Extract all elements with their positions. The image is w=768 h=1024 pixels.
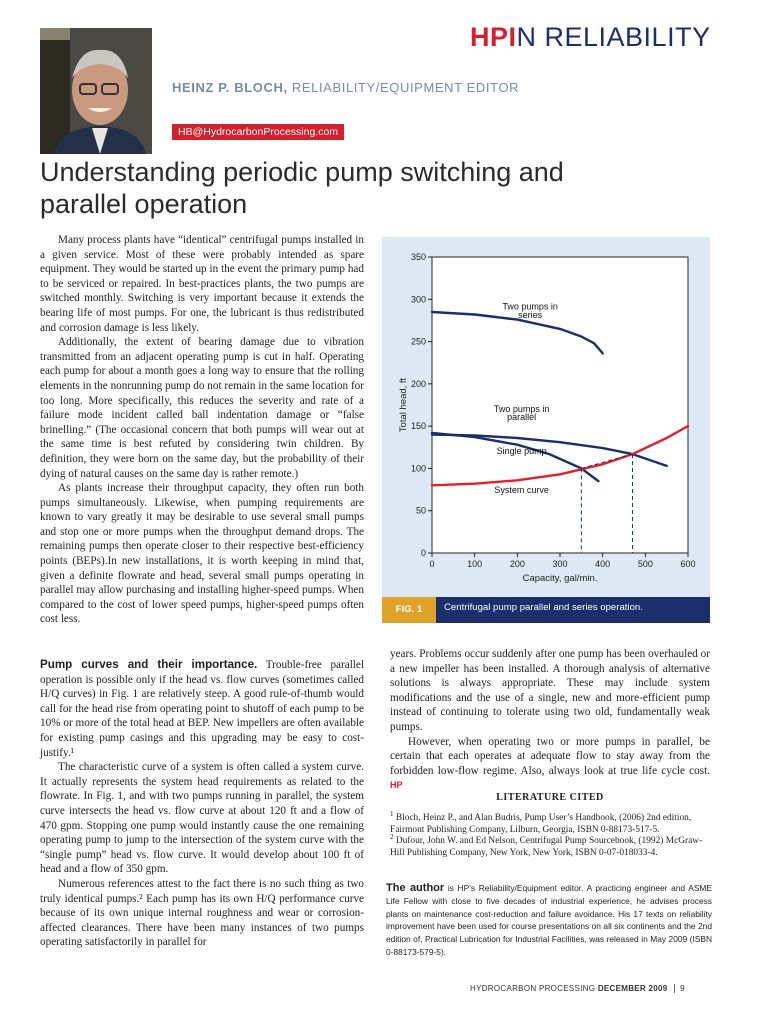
y-tick-label: 150 — [410, 421, 426, 432]
author-photo — [40, 28, 152, 154]
page-footer — [470, 984, 685, 993]
series-label: System curve — [494, 484, 549, 495]
body-left-bottom — [40, 658, 364, 950]
paragraph: The characteristic curve of a system is often called a system curve. It actually represents the system head requirements as related to the flowrate. In Fig. 1, and with two pumps running in parallel, the system curve intersects the head vs. flow curve at about 120 ft and a flow of 470 gpm. Stopping one pump would instantly cause the one remaining operating pump to jump to the intersection of the system curve with the “single pump” head vs. flow curve. It would develop about 100 ft of head and a flow of 350 gpm. — [40, 761, 364, 876]
author-bio-text: is HP’s Reliability/Equipment editor. A practicing engineer and ASME Life Fellow with close to five decades of industrial experience, he advises process plants on maintenance cost-reduction and failure avoidance. His 17 texts on reliability improvement have been used for course presentations on all six continents and the 2nd edition of, Practical Lubrication for Industrial Facilities, was released in May 2009 (ISBN 0-88173-579-5). — [386, 883, 712, 957]
y-tick-label: 200 — [410, 378, 426, 389]
reference-text: Bloch, Heinz P., and Alan Budris, Pump User’s Handbook, (2006) 2nd edition, Fairmont Publishing Company, Lilburn, Georgia, ISBN 0-88173-517-5. — [390, 813, 692, 836]
figure-caption: Centrifugal pump parallel and series operation. — [444, 602, 643, 613]
y-tick-label: 0 — [420, 548, 426, 558]
paragraph-text: Trouble-free parallel operation is possible only if the head vs. flow curves (sometimes called H/Q curves) in Fig. 1 are relatively steep. A good rule-of-thumb would call for the head rise from operating point to shutoff of each pump to be 10% or more of the total head at BEP. New impellers are often available for existing pump casings and this upgrading may be easy to cost-justify.¹ — [40, 659, 364, 759]
x-tick-label: 400 — [595, 559, 611, 569]
series-label: series — [518, 309, 543, 320]
email-link[interactable]: HB@HydrocarbonProcessing.com — [172, 124, 344, 140]
y-tick-label: 100 — [410, 463, 426, 474]
x-tick-label: 0 — [429, 559, 435, 569]
body-left-top — [40, 233, 364, 627]
x-tick-label: 100 — [467, 559, 483, 569]
y-tick-label: 250 — [410, 336, 426, 347]
figure-label: FIG. 1 — [382, 597, 436, 623]
reference-text: Dufour, John W. and Ed Nelson, Centrifugal Pump Sourcebook, (1992) McGraw-Hill Publishing Company, New York, New York, ISBN 0-07-018033-4. — [390, 836, 703, 859]
y-axis-label: Total head, ft — [398, 377, 409, 433]
footer-issue: DECEMBER 2009 — [597, 984, 668, 993]
author-bio — [386, 882, 712, 959]
y-tick-label: 300 — [410, 294, 426, 305]
footer-magazine: HYDROCARBON PROCESSING — [470, 984, 596, 993]
author-bio-lead: The author — [386, 882, 445, 894]
column-rest: N RELIABILITY — [516, 22, 711, 52]
series-label: parallel — [507, 412, 537, 423]
section-heading: Pump curves and their importance. — [40, 658, 258, 671]
series-label: Two pumps in — [493, 403, 550, 414]
article-title: Understanding periodic pump switching and parallel operation — [40, 157, 564, 219]
author-name: HEINZ P. BLOCH, — [172, 80, 288, 95]
x-axis-label: Capacity, gal/min. — [522, 573, 598, 584]
page-number: 9 — [674, 984, 685, 993]
x-tick-label: 200 — [509, 559, 525, 569]
series-label: Single pump — [496, 446, 547, 457]
x-tick-label: 600 — [680, 559, 696, 569]
paragraph: Numerous references attest to the fact there is no such thing as two truly identical pumps.² Each pump has its own H/Q performance curve because of its own unique internal roughness and wear or corrosion-affected clearances. There have been many instances of two pumps operating satisfactorily in parallel for — [40, 877, 364, 949]
body-right — [390, 647, 710, 793]
chart-canvas — [382, 237, 710, 597]
series-label: Two pumps in — [502, 301, 558, 312]
reference-number: 2 — [390, 833, 394, 841]
column-hp: HPI — [470, 22, 517, 52]
paragraph: Many process plants have “identical” centrifugal pumps installed in a given service. Most of these were probably intended as spare equipment. They would be started up in the event the primary pump had to be serviced or repaired. In best-practices plants, the two pumps are switched monthly. Switching is very important because it extends the bearing life of most pumps. For one, the lubricant is thus redistributed and corrosion damage is less likely. — [40, 234, 364, 334]
paragraph: years. Problems occur suddenly after one pump has been overhauled or a new impeller has been installed. A thorough analysis of alternative solutions is always appropriate. These may include system modifications and the use of a single, new and more-efficient pump instead of continuing to tolerate using two old, fundamentally weak pumps. — [390, 648, 710, 733]
paragraph: Additionally, the extent of bearing damage due to vibration transmitted from an adjacent operating pump is cut in half. Operating each pump for about a month goes a long way to ensure that the rolling elements in the nonrunning pump do not remain in the same location for too long. More specifically, this reduces the severity and rate of a failure mode incident called ball indentation damage or “false brinelling.” (The occasional concern that both pumps will wear out at the same time is best refuted by considering twin children. By definition, they were born on the same day, but the probability of their dying of natural causes on the same day is rather remote.) — [40, 336, 364, 480]
y-tick-label: 50 — [415, 505, 426, 516]
y-tick-label: 350 — [410, 252, 426, 262]
figure-chart — [382, 237, 710, 597]
plot-area — [432, 257, 688, 553]
paragraph: As plants increase their throughput capacity, they often run both pumps simultaneously. Likewise, when pumping requirements are known to vary greatly it may be desirable to use several small pumps and stop one or more pumps when the throughput demand drops. The remaining pumps then operate closer to their respective best-efficiency points (BEPs).In new installations, it is worth keeping in mind that, given a definite flowrate and head, several small pumps operating in parallel may allow purchasing and installing higher-speed pumps. When compared to the cost of lower speed pumps, higher-speed pumps often cost less. — [40, 482, 364, 626]
paragraph-text: However, when operating two or more pumps in parallel, be certain that each operates at adequate flow to stay away from the forbidden low-flow regime. Also, always look at true life cycle cost. — [390, 735, 710, 777]
x-tick-label: 500 — [637, 559, 653, 569]
reference-number: 1 — [390, 810, 394, 818]
byline — [172, 80, 519, 95]
column-name — [470, 22, 711, 53]
reference-item — [390, 831, 710, 859]
x-tick-label: 300 — [552, 559, 568, 569]
end-mark: HP — [390, 780, 403, 791]
literature-heading: LITERATURE CITED — [496, 792, 604, 803]
author-role: RELIABILITY/EQUIPMENT EDITOR — [287, 80, 520, 95]
paragraph — [390, 735, 710, 793]
